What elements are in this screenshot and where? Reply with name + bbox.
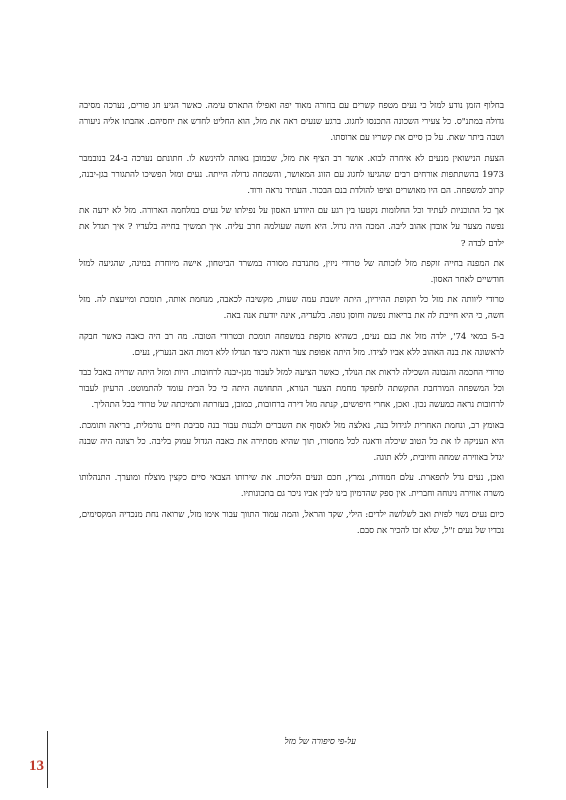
source-attribution: על-פי סיפורה של מזל <box>284 737 356 747</box>
paragraph: באומץ רב, ונחמת האחרית לגידול בנה, נאלצה מזל לאסוף את השברים ולבנות עבור בנה סביבת חיים נורמלית, בריאה ותומכת. היא העניקה לו את כל הטוב שיכלה ודאגה לכל מחסורו, תוך שהיא מסתירה את כאבה הגדול עמוק בליבה. כל רצונה היה שבנה יגדל באווירה שמחה וחיובית, ללא תוגה. <box>79 420 504 464</box>
paragraph: הצעת הנישואין מנעים לא איחרה לבוא. אושר רב הציף את מזל, שכמובן נאותה להינשא לו. חתונתם נערכה ב-24 בנובמבר 1973 בהשתתפות אורחים רבים שהגיעו לחגוג עם הזוג המאושר, והשמחה גדולה הייתה. נעים ומזל הפשיכו להתגורר בגן-יבנה, קרוב למשפחה. הם היו מאושרים וציפו להולדת בנם הבכור. העתיד נראה ורוד. <box>79 153 505 197</box>
paragraph: את המפנה בחייה זוקפת מזל לזכותה של טרודי ניזין, מתנדבת מסורה במשרד הביטחון, אישה מיוחדת במינה, שהגיעה למזל חודשיים לאחר האסון. <box>79 258 504 286</box>
paragraph: ב-5 במאי 74', ילדה מזל את בנם נעים, כשהיא מוקפת במשפחה תומכת ובטרודי הטובה. מה רב היה כאבה כאשר חבקה לראשונה את בנה האהוב ללא אביו לצידו. מזל היתה אפופת צער ודאגה כיצד תגדלו ללא דמות האב הנערץ, נעים. <box>79 331 504 358</box>
paragraph: טרודי החכמה והנבונה השכילה לראות את הנולד, כאשר הציעה למזל לעבור מגן-יבנה לרחובות. היות ומזל היתה שרויה באבל כבד וכל המשפחה המורחבת התקשתה לתפקד מחמת הצער הנורא, התחושה היתה כי כל הבית עומד להתמוטט. הרעיון לעבור לרחובות נראה כמעשה נכון. ואכן, אחרי חיפושים, קנתה מזל דירה ברחובות, כמובן, בעזרתה ותמיכתה של טרודי בכל התהליך. <box>79 368 504 411</box>
paragraph: כיום נעים נשוי לפזית ואב לשלושה ילדים: הילי, שקד והראל, והמה עמוד התווך עבור אימו מזל, שרואה נחת מנכדיה המקסימים, נכדיו של נעים ז"ל, שלא זכו להכיר את סבם. <box>79 509 504 536</box>
paragraph: אך כל התוכניות לעתיד וכל החלומות נקטעו בין רגע עם היוודע האסון על נפילתו של נעים במלחמה הארורה. מזל לא ידעה את נפשה מצער על אובדן אהוב ליבה. המכה היה גדול. היא חשה שעולמה חרב עליה. איך תמשיך בחייה בלעדיו ? איך תגדל את ילדם לבדה ? <box>79 206 504 249</box>
paragraph: בחלוף הזמן נודע למזל כי נעים מטפח קשרים עם בחורה מאוד יפה ואפילו התארס עימה. כאשר הגיע חג פורים, נערכה מסיבה גדולה במתנ"ס. כל צעירי השכונה התכנסו לחגוג. ברגע שנעים ראה את מזל, הוא החליט לחדש את יחסיהם. אהבתו אליה ניעורה ושבה ביתר שאת. על כן סיים את קשריו עם ארוסתו. <box>79 101 504 144</box>
margin-divider <box>47 731 48 788</box>
story-text <box>79 98 504 543</box>
paragraph: ואכן, נעים גדל לתפארת. עלם חמודות, נמרץ, חכם ונעים הליכות. את שירותו הצבאי סיים כקצין מוצלח ומוערך. התנהלותו משרה אווירה נינוחה וחברית. אין ספק שהדמיון בינו לבין אביו ניכר גם בתכונותיו. <box>79 473 504 500</box>
paragraph: טרודי ליוותה את מזל כל תקופת ההיריון, היתה יושבת עמה שעות, מקשיבה לכאבה, מנחמת אותה, תומכת ומייעצת לה. מזל חשה, כי היא חייבת לה את בריאות נפשה וחוסן גופה. בלעדיה, אינה יודעת אנה באה. <box>79 295 504 322</box>
page-number: 13 <box>29 758 44 774</box>
